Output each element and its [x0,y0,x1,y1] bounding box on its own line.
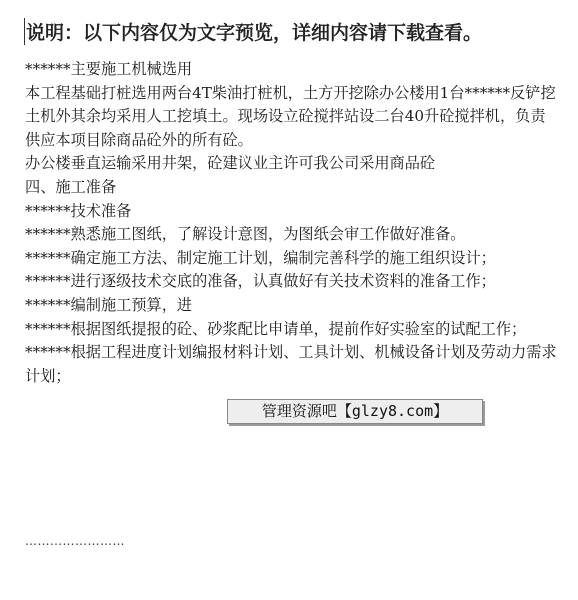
truncation-ellipsis: …………………… [25,534,125,548]
paragraph: 办公楼垂直运输采用井架，砼建议业主许可我公司采用商品砼 [25,154,436,173]
paragraph: ******进行逐级技术交底的准备，认真做好有关技术资料的准备工作； [25,272,496,291]
watermark-label: 管理资源吧【glzy8.com】 [227,399,483,424]
document-body [25,58,560,388]
preview-notice: 说明：以下内容仅为文字预览，详细内容请下载查看。 [24,18,482,45]
section-heading: 四、施工准备 [25,177,117,196]
paragraph: ******主要施工机械选用 [25,60,193,78]
paragraph: ******编制施工预算，进 [25,295,193,314]
paragraph: ******确定施工方法、制定施工计划，编制完善科学的施工组织设计； [25,248,496,267]
paragraph: ******熟悉施工图纸，了解设计意图，为图纸会审工作做好准备。 [25,225,466,244]
paragraph: ******技术准备 [25,201,132,220]
paragraph: 本工程基础打桩选用两台4T柴油打桩机，土方开挖除办公楼用1台******反铲挖土机外其余均采用人工挖填土。现场设立砼搅拌站设二台40升砼搅拌机，负责供应本项目除商品砼外的所有砼。 [25,83,556,149]
paragraph: ******根据工程进度计划编报材料计划、工具计划、机械设备计划及劳动力需求计划； [25,343,557,385]
paragraph: ******根据图纸提报的砼、砂浆配比申请单，提前作好实验室的试配工作； [25,319,527,338]
